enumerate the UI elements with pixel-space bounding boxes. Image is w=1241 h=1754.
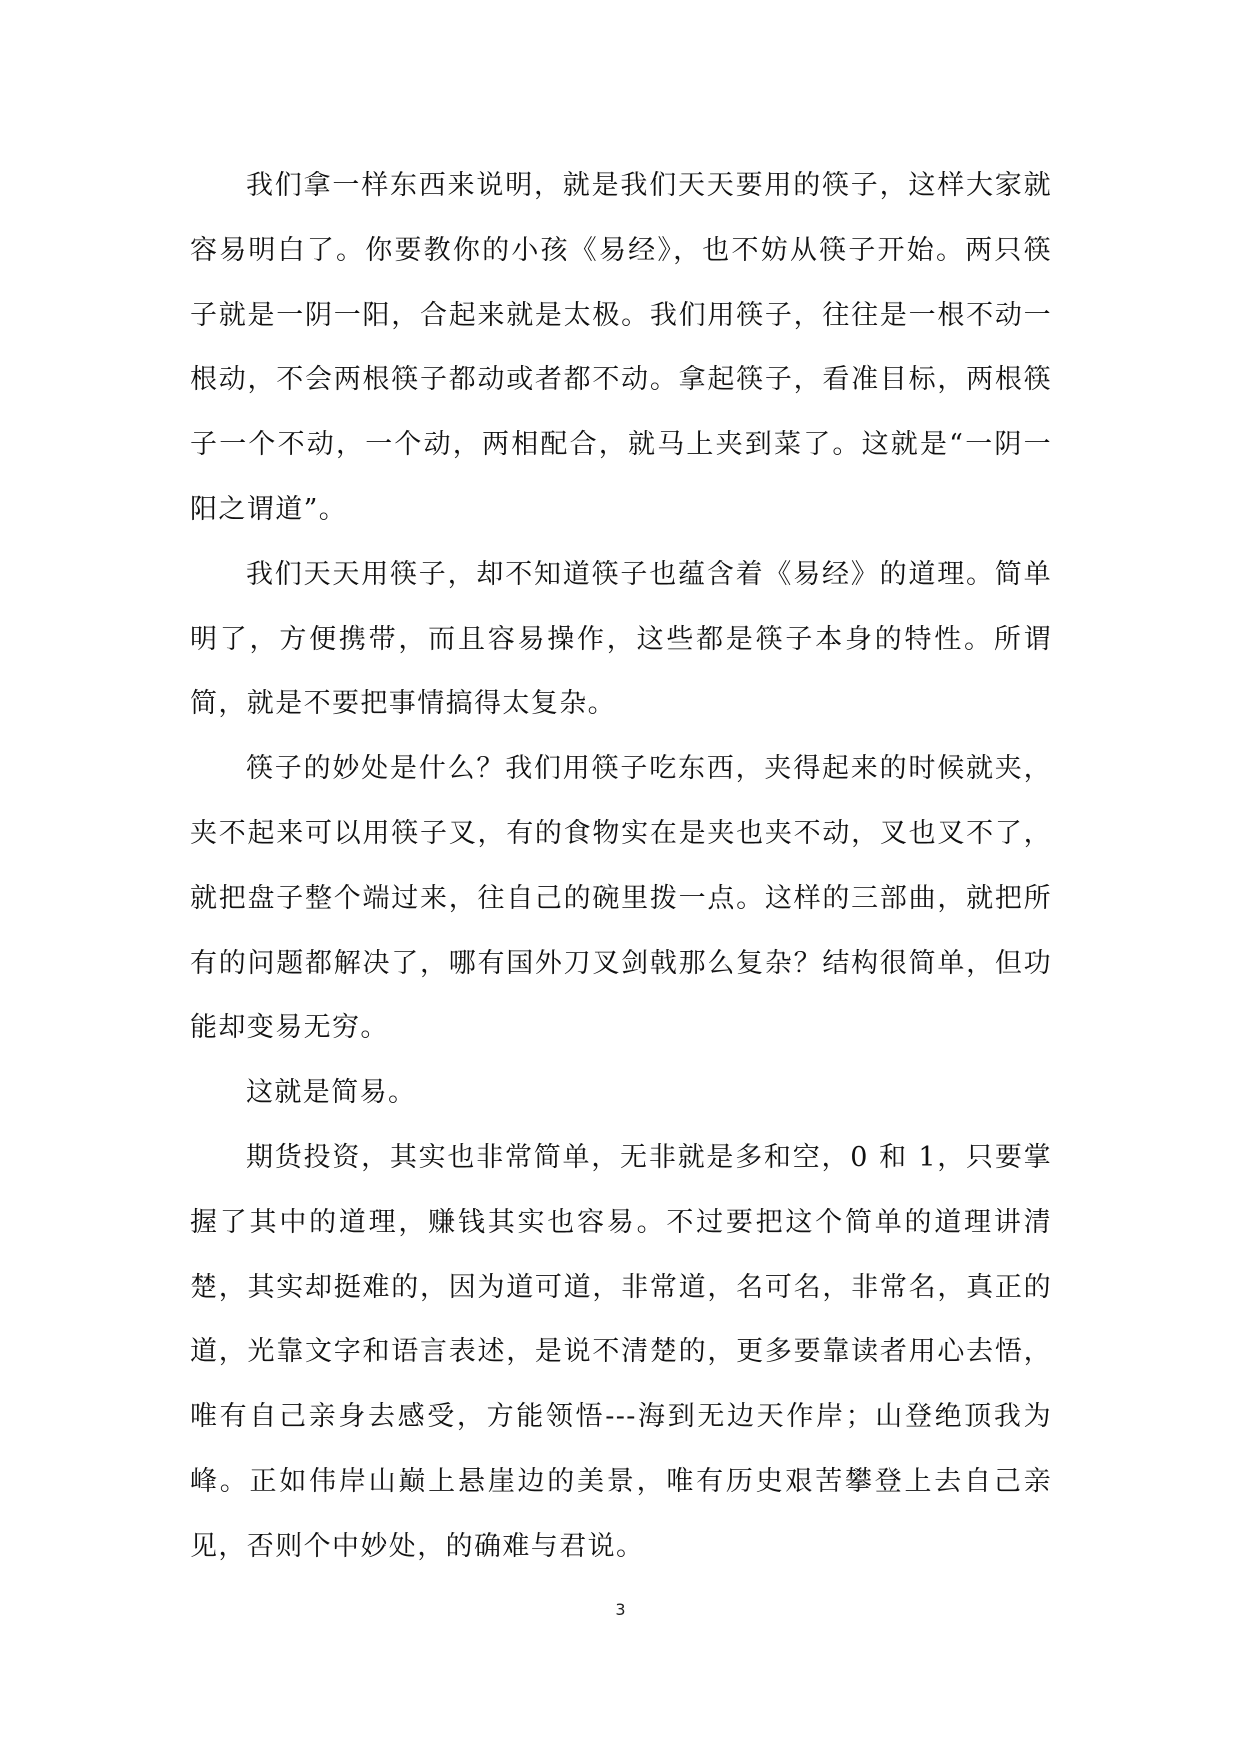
paragraph-simple-change: 这就是简易。 xyxy=(246,1077,417,1109)
page-number: 3 xyxy=(615,1600,626,1619)
body-text xyxy=(190,154,1052,1580)
paragraph-chopsticks-yin-yang: 我们拿一样东西来说明，就是我们天天要用的筷子，这样大家就容易明白了。你要教你的小孩《易经》，也不妨从筷子开始。两只筷子就是一阴一阳，合起来就是太极。我们用筷子，往往是一根不动一根动，不会两根筷子都动或者都不动。拿起筷子，看准目标，两根筷子一个不动，一个动，两相配合，就马上夹到菜了。这就是“一阴一阳之谓道”。 xyxy=(190,170,1052,525)
paragraph-chopsticks-benefits: 筷子的妙处是什么？我们用筷子吃东西，夹得起来的时候就夹，夹不起来可以用筷子叉，有的食物实在是夹也夹不动，叉也叉不了，就把盘子整个端过来，往自己的碗里拨一点。这样的三部曲，就把所有的问题都解决了，哪有国外刀叉剑戟那么复杂？结构很简单，但功能却变易无穷。 xyxy=(190,753,1052,1044)
paragraph-chopsticks-simplicity: 我们天天用筷子，却不知道筷子也蕴含着《易经》的道理。简单明了，方便携带，而且容易操作，这些都是筷子本身的特性。所谓简，就是不要把事情搞得太复杂。 xyxy=(190,558,1052,720)
paragraph-futures-investment: 期货投资，其实也非常简单，无非就是多和空，0 和 1，只要掌握了其中的道理，赚钱其实也容易。不过要把这个简单的道理讲清楚，其实却挺难的，因为道可道，非常道，名可名，非常名，真正的道，光靠文字和语言表述，是说不清楚的，更多要靠读者用心去悟，唯有自己亲身去感受，方能领悟---海到无边天作岸；山登绝顶我为峰。正如伟岸山巅上悬崖边的美景，唯有历史艰苦攀登上去自己亲见，否则个中妙处，的确难与君说。 xyxy=(190,1141,1052,1562)
